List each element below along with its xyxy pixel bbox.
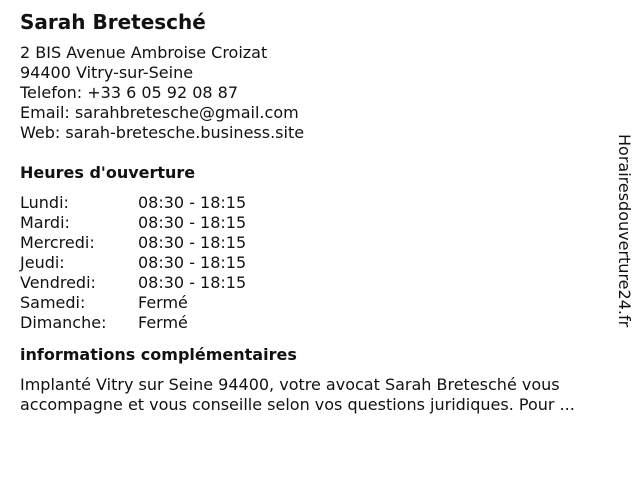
hours-day: Mercredi: <box>20 233 95 252</box>
hours-time: 08:30 - 18:15 <box>138 233 247 252</box>
hours-time: 08:30 - 18:15 <box>138 213 247 232</box>
info-text: Implanté Vitry sur Seine 94400, votre avocat Sarah Bretesché vous accompagne et vous conseille selon vos questions juridiques. Pour ... <box>20 375 575 414</box>
business-name: Sarah Bretesché <box>20 10 206 34</box>
hours-day: Lundi: <box>20 193 69 212</box>
address-line-1: 2 BIS Avenue Ambroise Croizat <box>20 43 268 62</box>
hours-time: 08:30 - 18:15 <box>138 273 247 292</box>
site-watermark: Horairesdouverture24.fr <box>615 134 634 328</box>
business-card <box>20 8 620 415</box>
info-heading: informations complémentaires <box>20 345 297 364</box>
hours-day: Jeudi: <box>20 253 65 272</box>
hours-table <box>20 193 620 333</box>
hours-time: 08:30 - 18:15 <box>138 253 247 272</box>
phone-line: Telefon: +33 6 05 92 08 87 <box>20 83 239 102</box>
hours-row <box>20 273 620 293</box>
email-line: Email: sarahbretesche@gmail.com <box>20 103 299 122</box>
hours-day: Dimanche: <box>20 313 107 332</box>
hours-row <box>20 313 620 333</box>
hours-row <box>20 293 620 313</box>
hours-day: Samedi: <box>20 293 86 312</box>
hours-day: Mardi: <box>20 213 70 232</box>
hours-time: Fermé <box>138 313 188 332</box>
hours-heading: Heures d'ouverture <box>20 163 196 182</box>
web-line: Web: sarah-bretesche.business.site <box>20 123 305 142</box>
hours-row <box>20 193 620 213</box>
hours-row <box>20 213 620 233</box>
hours-time: 08:30 - 18:15 <box>138 193 247 212</box>
hours-day: Vendredi: <box>20 273 96 292</box>
hours-row <box>20 253 620 273</box>
address-line-2: 94400 Vitry-sur-Seine <box>20 63 194 82</box>
hours-time: Fermé <box>138 293 188 312</box>
hours-row <box>20 233 620 253</box>
